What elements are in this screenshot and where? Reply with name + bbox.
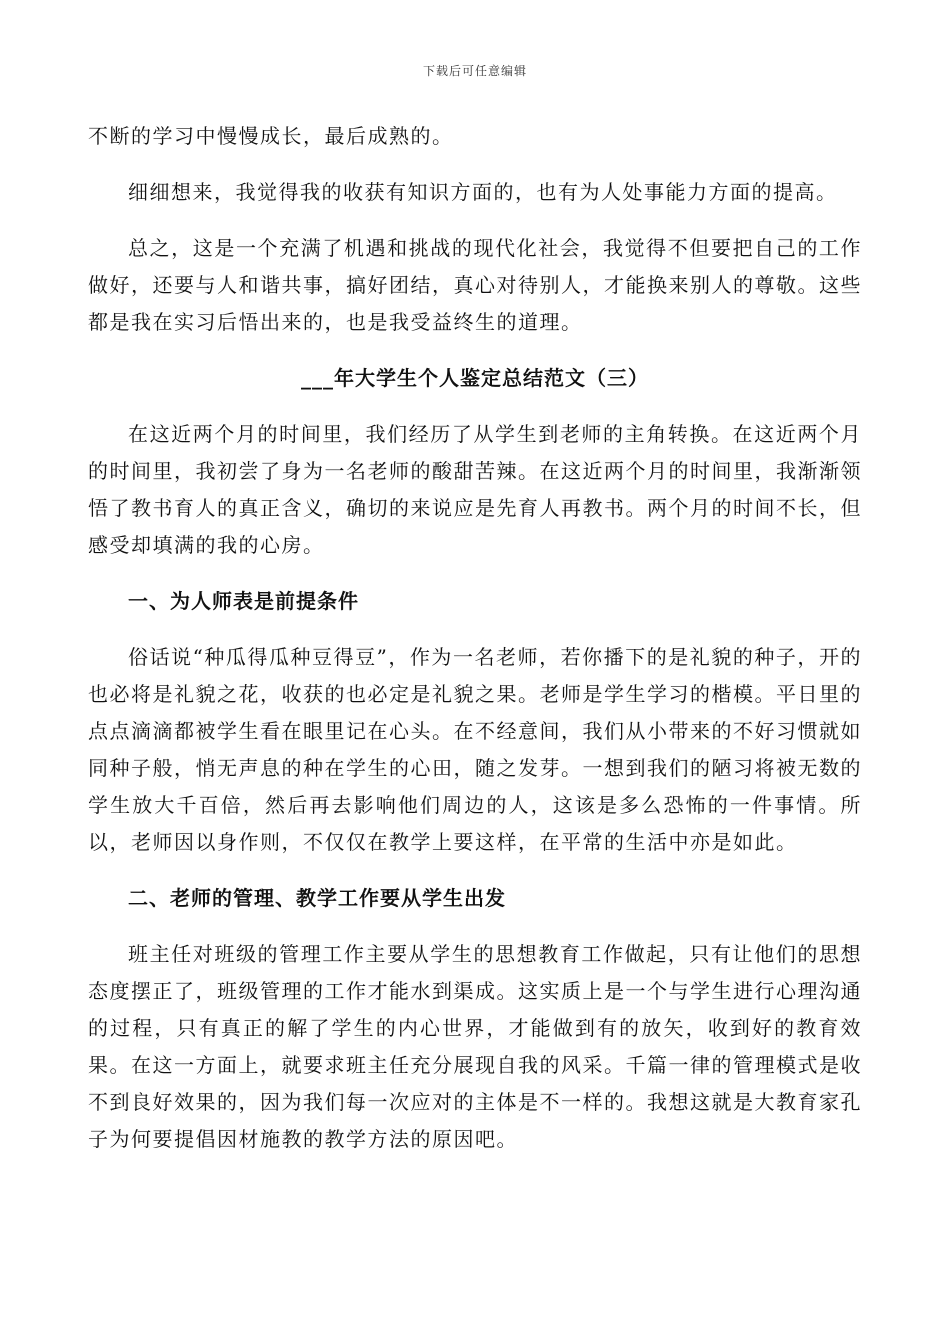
paragraph-continuation: 不断的学习中慢慢成长，最后成熟的。 bbox=[88, 124, 454, 148]
paragraph-reflection: 细细想来，我觉得我的收获有知识方面的，也有为人处事能力方面的提高。 bbox=[128, 180, 838, 204]
section-heading-2: 二、老师的管理、教学工作要从学生出发 bbox=[128, 886, 506, 910]
section-body-1: 俗话说“种瓜得瓜种豆得豆”，作为一名老师，若你播下的是礼貌的种子，开的也必将是礼貌之花，收获的也必定是礼貌之果。老师是学生学习的楷模。平日里的点点滴滴都被学生看在眼里记在心头。在不经意间，我们从小带来的不好习惯就如同种子般，悄无声息的种在学生的心田，随之发芽。一想到我们的陋习将被无数的学生放大千百倍，然后再去影响他们周边的人，这该是多么恐怖的一件事情。所以，老师因以身作则，不仅仅在教学上要这样，在平常的生活中亦是如此。 bbox=[88, 645, 862, 854]
page-header: 下载后可任意编辑 bbox=[422, 64, 527, 78]
document-body bbox=[88, 118, 862, 1177]
paragraph-intro: 在这近两个月的时间里，我们经历了从学生到老师的主角转换。在这近两个月的时间里，我初尝了身为一名老师的酸甜苦辣。在这近两个月的时间里，我渐渐领悟了教书育人的真正含义，确切的来说应是先育人再教书。两个月的时间不长，但感受却填满的我的心房。 bbox=[88, 422, 862, 557]
section-title: ___年大学生个人鉴定总结范文（三） bbox=[301, 366, 649, 390]
paragraph-conclusion: 总之，这是一个充满了机遇和挑战的现代化社会，我觉得不但要把自己的工作做好，还要与人和谐共事，搞好团结，真心对待别人，才能换来别人的尊敬。这些都是我在实习后悟出来的，也是我受益终生的道理。 bbox=[88, 236, 862, 334]
section-heading-1: 一、为人师表是前提条件 bbox=[128, 589, 359, 613]
section-body-2: 班主任对班级的管理工作主要从学生的思想教育工作做起，只有让他们的思想态度摆正了，班级管理的工作才能水到渠成。这实质上是一个与学生进行心理沟通的过程，只有真正的解了学生的内心世界，才能做到有的放矢，收到好的教育效果。在这一方面上，就要求班主任充分展现自我的风采。千篇一律的管理模式是收不到良好效果的，因为我们每一次应对的主体是不一样的。我想这就是大教育家孔子为何要提倡因材施教的教学方法的原因吧。 bbox=[88, 942, 862, 1151]
